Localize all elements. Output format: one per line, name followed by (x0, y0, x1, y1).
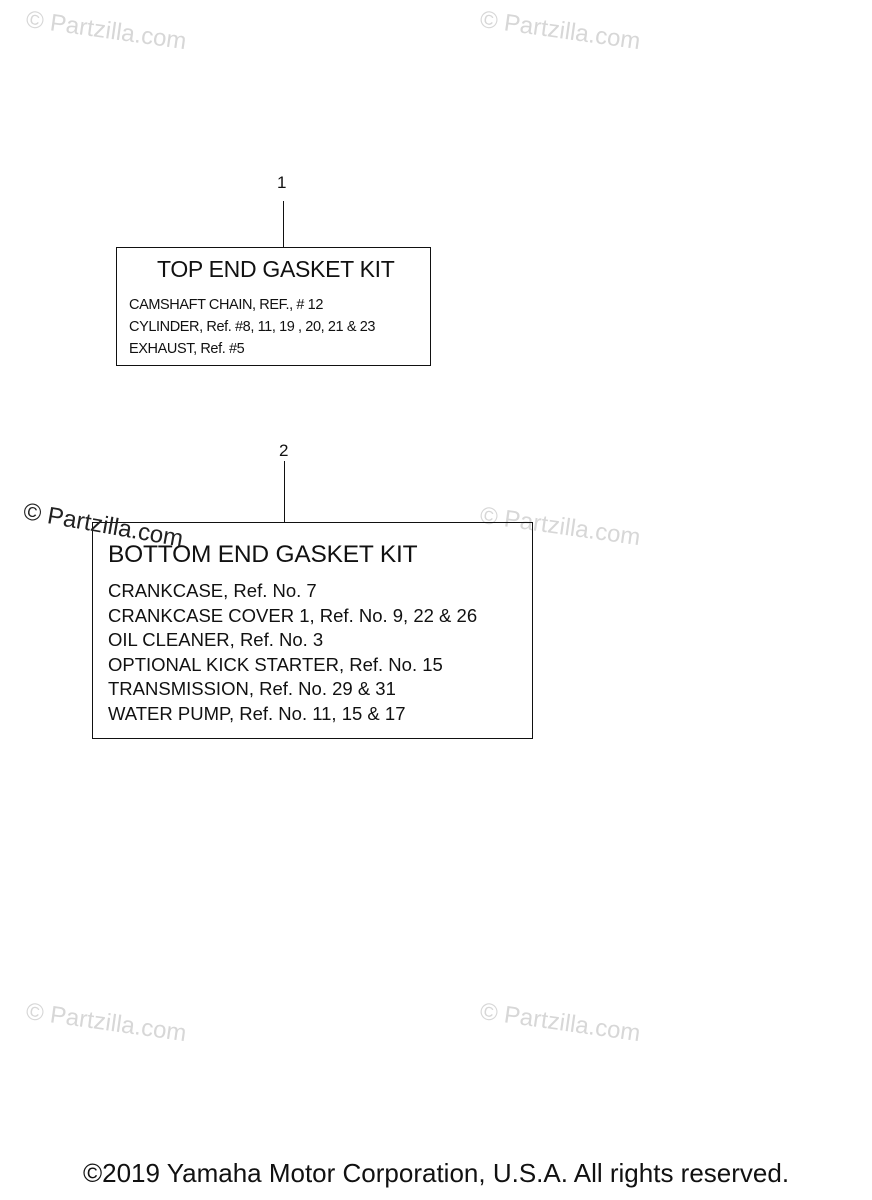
leader-line-2 (284, 461, 285, 522)
kit-line: CYLINDER, Ref. #8, 11, 19 , 20, 21 & 23 (129, 319, 376, 335)
copyright-notice: ©2019 Yamaha Motor Corporation, U.S.A. All rights reserved. (82, 1158, 790, 1188)
watermark: © Partzilla.com (21, 498, 186, 553)
kit-line: OPTIONAL KICK STARTER, Ref. No. 15 (108, 653, 443, 675)
watermark: © Partzilla.com (478, 502, 643, 552)
watermark: © Partzilla.com (478, 6, 643, 56)
bottom-end-gasket-kit-label (92, 522, 533, 739)
top-end-gasket-kit-label (116, 247, 431, 366)
kit-line: EXHAUST, Ref. #5 (129, 341, 245, 357)
kit-line: CAMSHAFT CHAIN, REF., # 12 (129, 297, 323, 313)
callout-number-1: 1 (277, 173, 287, 192)
watermark: © Partzilla.com (24, 998, 189, 1048)
leader-line-1 (283, 201, 284, 247)
kit-line: TRANSMISSION, Ref. No. 29 & 31 (108, 678, 396, 699)
kit-contents (129, 294, 375, 360)
watermark: © Partzilla.com (478, 998, 643, 1048)
kit-line: CRANKCASE, Ref. No. 7 (108, 580, 317, 601)
kit-title: BOTTOM END GASKET KIT (108, 541, 418, 568)
kit-line: WATER PUMP, Ref. No. 11, 15 & 17 (108, 702, 406, 724)
callout-number-2: 2 (279, 441, 289, 460)
kit-line: CRANKCASE COVER 1, Ref. No. 9, 22 & 26 (108, 604, 478, 626)
kit-line: OIL CLEANER, Ref. No. 3 (108, 629, 324, 650)
kit-title: TOP END GASKET KIT (157, 256, 395, 282)
watermark: © Partzilla.com (24, 6, 189, 56)
kit-contents (108, 579, 477, 726)
